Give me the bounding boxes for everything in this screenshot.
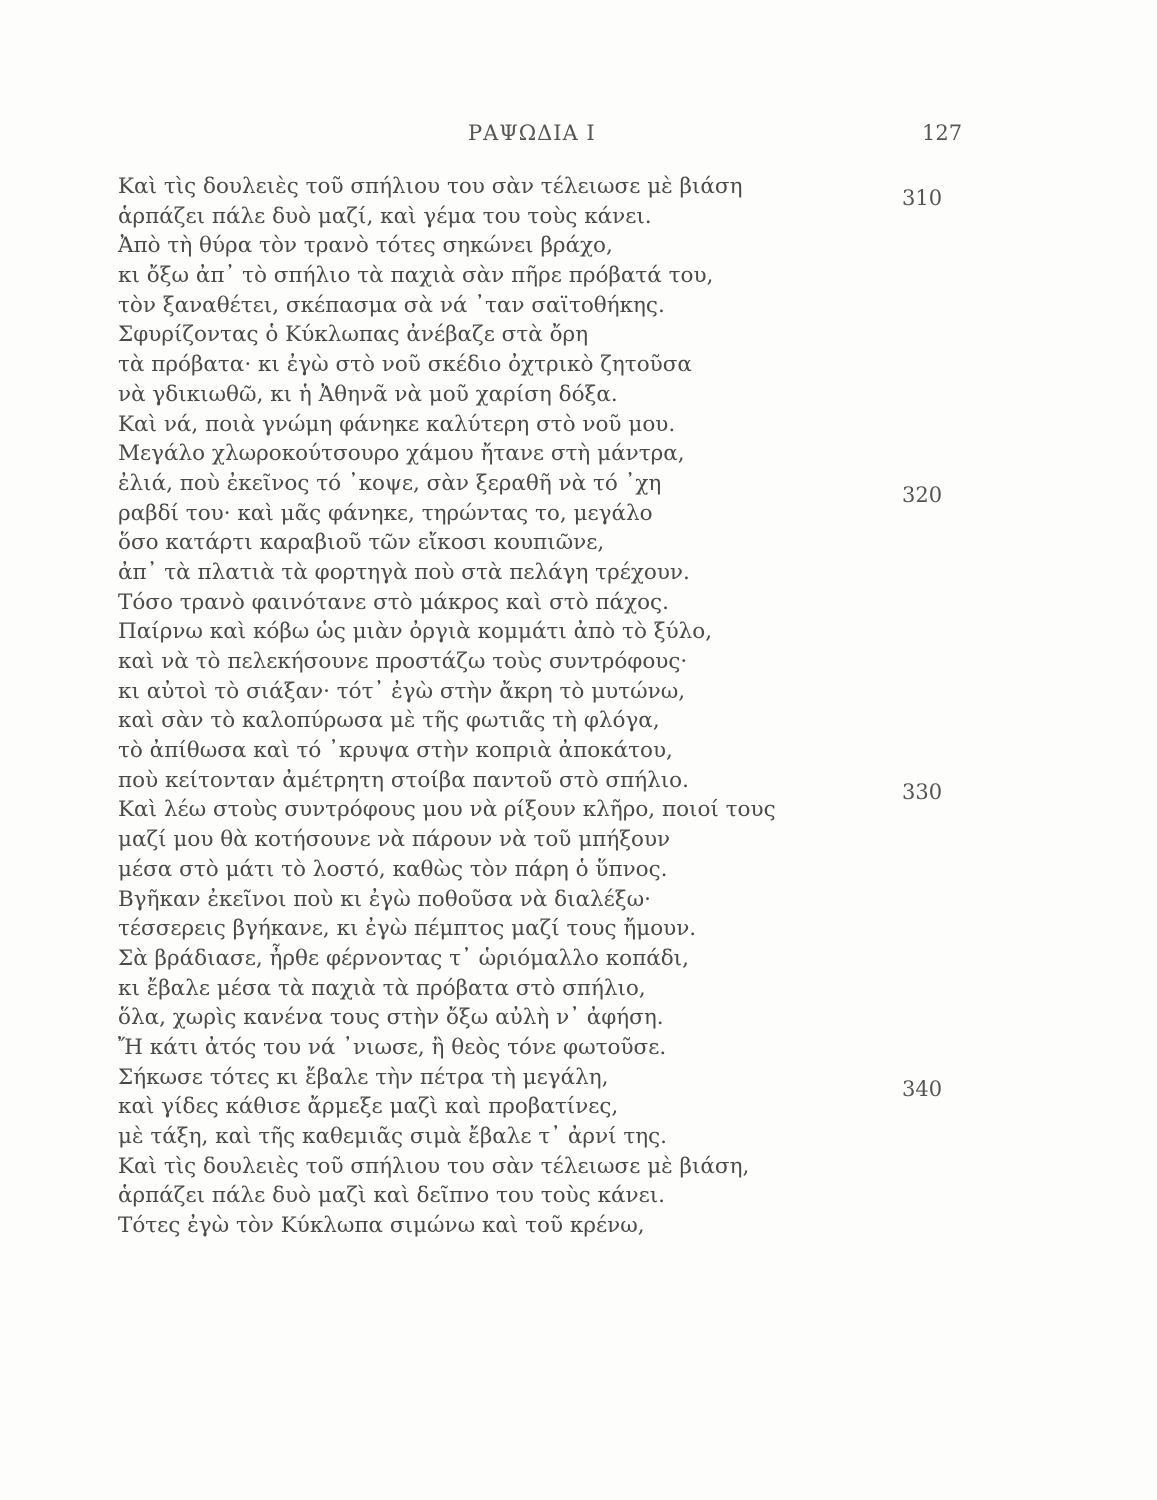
verse-line: Καὶ τὶς δουλειὲς τοῦ σπήλιου του σὰν τέλειωσε μὲ βιάση	[118, 174, 743, 199]
verse-line: τὰ πρόβατα· κι ἐγὼ στὸ νοῦ σκέδιο ὀχτρικὸ ζητοῦσα	[118, 352, 692, 378]
verse-line: Ἤ κάτι ἀτός του νά ᾽νιωσε, ἢ θεὸς τόνε φωτοῦσε.	[118, 1034, 667, 1060]
running-header-title: ΡΑΨΩΔΙΑ Ι	[468, 121, 596, 145]
verse-line: Καὶ λέω στοὺς συντρόφους μου νὰ ρίξουν κλῆρο, ποιοί τους	[118, 797, 776, 823]
verse-line: Σφυρίζοντας ὁ Κύκλωπας ἀνέβαζε στὰ ὄρη	[118, 322, 589, 348]
verse-line-number: 330	[902, 780, 943, 804]
verse-line: ραβδί του· καὶ μᾶς φάνηκε, τηρώντας το, μεγάλο	[118, 500, 653, 526]
verse-line-number: 320	[902, 483, 943, 507]
verse-line: νὰ γδικιωθῶ, κι ἡ Ἀθηνᾶ νὰ μοῦ χαρίση δόξα.	[118, 381, 618, 407]
verse-line: Καὶ τὶς δουλειὲς τοῦ σπήλιου του σὰν τέλειωσε μὲ βιάση,	[118, 1153, 750, 1179]
verse-line: κι ὄξω ἀπ᾽ τὸ σπήλιο τὰ παχιὰ σὰν πῆρε πρόβατά του,	[118, 263, 714, 289]
verse-line: Μεγάλο χλωροκούτσουρο χάμου ἤτανε στὴ μάντρα,	[118, 441, 685, 467]
verse-line: Παίρνω καὶ κόβω ὡς μιὰν ὀργιὰ κομμάτι ἀπὸ τὸ ξύλο,	[118, 619, 713, 645]
verse-line: Βγῆκαν ἐκεῖνοι ποὺ κι ἐγὼ ποθοῦσα νὰ διαλέξω·	[118, 886, 651, 912]
verse-line: καὶ νὰ τὸ πελεκήσουνε προστάζω τοὺς συντρόφους·	[118, 649, 688, 674]
verse-line: κι ἔβαλε μέσα τὰ παχιὰ τὰ πρόβατα στὸ σπήλιο,	[118, 975, 646, 1001]
verse-line: ὅσο κατάρτι καραβιοῦ τῶν εἴκοσι κουπιῶνε,	[118, 530, 605, 556]
verse-line-number: 310	[902, 186, 943, 210]
verse-line: μὲ τάξη, καὶ τῆς καθεμιᾶς σιμὰ ἔβαλε τ᾽ ἀρνί της.	[118, 1124, 667, 1149]
poem-text-block	[118, 172, 848, 1241]
verse-line: τὸν ξαναθέτει, σκέπασμα σὰ νά ᾽ταν σαϊτοθήκης.	[118, 292, 665, 318]
verse-line-number: 340	[902, 1077, 943, 1101]
page-number: 127	[922, 121, 963, 145]
verse-line: Ἀπὸ τὴ θύρα τὸν τρανὸ τότες σηκώνει βράχο,	[118, 233, 613, 259]
verse-line: μέσα στὸ μάτι τὸ λοστό, καθὼς τὸν πάρη ὁ ὕπνος.	[118, 856, 668, 882]
verse-line: Σὰ βράδιασε, ἦρθε φέρνοντας τ᾽ ὡριόμαλλο κοπάδι,	[118, 945, 689, 971]
verse-line: τὸ ἀπίθωσα καὶ τό ᾽κρυψα στὴν κοπριὰ ἀποκάτου,	[118, 738, 673, 764]
verse-line: τέσσερεις βγήκανε, κι ἐγὼ πέμπτος μαζί τους ἤμουν.	[118, 916, 697, 942]
verse-line: καὶ γίδες κάθισε ἄρμεξε μαζὶ καὶ προβατίνες,	[118, 1094, 619, 1120]
verse-line: καὶ σὰν τὸ καλοπύρωσα μὲ τῆς φωτιᾶς τὴ φλόγα,	[118, 708, 660, 734]
verse-line: ἐλιά, ποὺ ἐκεῖνος τό ᾽κοψε, σὰν ξεραθῆ νὰ τό ᾽χη	[118, 470, 662, 496]
verse-line: ἁρπάζει πάλε δυὸ μαζί, καὶ γέμα του τοὺς κάνει.	[118, 203, 652, 229]
verse-line: ποὺ κείτονταν ἀμέτρητη στοίβα παντοῦ στὸ σπήλιο.	[118, 767, 689, 793]
verse-line: ὅλα, χωρὶς κανένα τους στὴν ὄξω αὐλὴ ν᾽ ἀφήση.	[118, 1005, 664, 1031]
verse-line: ἁρπάζει πάλε δυὸ μαζὶ καὶ δεῖπνο του τοὺς κάνει.	[118, 1183, 665, 1209]
verse-line: ἀπ᾽ τὰ πλατιὰ τὰ φορτηγὰ ποὺ στὰ πελάγη τρέχουν.	[118, 559, 690, 585]
verse-line: Τόσο τρανὸ φαινότανε στὸ μάκρος καὶ στὸ πάχος.	[118, 589, 669, 615]
verse-line: κι αὐτοὶ τὸ σιάξαν· τότ᾽ ἐγὼ στὴν ἄκρη τὸ μυτώνω,	[118, 678, 686, 704]
verse-line: Σήκωσε τότες κι ἔβαλε τὴν πέτρα τὴ μεγάλη,	[118, 1064, 609, 1090]
verse-line: Καὶ νά, ποιὰ γνώμη φάνηκε καλύτερη στὸ νοῦ μου.	[118, 411, 676, 437]
verse-line: Τότες ἐγὼ τὸν Κύκλωπα σιμώνω καὶ τοῦ κρένω,	[118, 1213, 645, 1239]
verse-line: μαζί μου θὰ κοτήσουνε νὰ πάρουν νὰ τοῦ μπήξουν	[118, 827, 671, 853]
